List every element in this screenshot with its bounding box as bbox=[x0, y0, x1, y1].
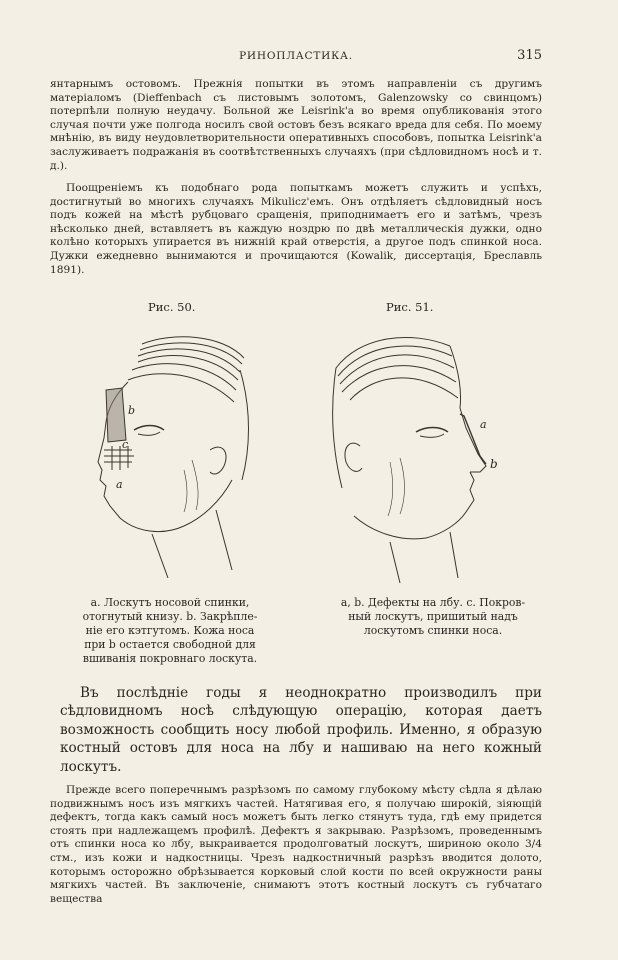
figure-51-caption bbox=[318, 596, 548, 638]
paragraph-1 bbox=[50, 78, 542, 173]
figure-50-marker-a: a bbox=[116, 478, 123, 491]
figure-50-caption-line: при b остается свободной для bbox=[84, 638, 256, 651]
paragraph-2-text: Поощреніемъ къ подобнаго рода попыткамъ можетъ служить и успѣхъ, достигнутый во многихъ случаяхъ Mikulicz'емъ. Онъ отдѣляетъ сѣдловидный носъ подъ кожей на мѣстѣ рубцоваго сращенія, приподнимаетъ его и затѣмъ, чрезъ нѣсколько дней, вставляетъ въ каждую ноздрю по двѣ металлическія дужки, одно колѣно которыхъ упирается въ нижній край отверстія, а другое подъ спинкой носа. Дужки ежедневно вынимаются и прочищаются (Kowalik, диссертація, Бреславль 1891). bbox=[50, 182, 542, 276]
figure-51-caption-line: ный лоскутъ, пришитый надъ bbox=[348, 610, 518, 623]
figure-51-caption-line: лоскутомъ спинки носа. bbox=[363, 624, 503, 637]
figure-50-caption-line: ніе его кэтгутомъ. Кожа носа bbox=[85, 624, 255, 637]
running-head bbox=[50, 50, 542, 66]
figure-50-caption-line: a. Лоскутъ носовой спинки, bbox=[90, 596, 250, 609]
paragraph-4 bbox=[50, 784, 542, 906]
running-title: РИНОПЛАСТИКА. bbox=[239, 50, 353, 62]
paragraph-2 bbox=[50, 182, 542, 277]
page-number: 315 bbox=[517, 48, 542, 63]
figure-51-marker-b: b bbox=[490, 457, 498, 471]
paragraph-4-text: Прежде всего поперечнымъ разрѣзомъ по самому глубокому мѣсту сѣдла я дѣлаю подвижнымъ носъ изъ мягкихъ частей. Натягивая его, я получаю широкій, зіяющій дефектъ, тогда какъ самый носъ можетъ быть легко стянутъ туда, гдѣ ему придется стоять при надлежащемъ профилѣ. Дефектъ я закрываю. Разрѣзомъ, проведеннымъ отъ спинки носа ко лбу, выкраивается продолговатый лоскутъ, шириною около 3/4 стм., изъ кожи и надкостницы. Чрезъ надкостничный разрѣзъ вводится долото, которымъ осторожно обрѣзывается корковый слой кости по всей окружности раны мягкихъ частей. Въ заключеніе, снимаютъ этотъ костный лоскутъ съ губчатаго вещества bbox=[50, 784, 542, 905]
figure-51-label: Рис. 51. bbox=[386, 300, 434, 314]
figure-51-illustration bbox=[330, 328, 510, 583]
figure-50-illustration bbox=[92, 330, 252, 578]
figure-51-caption-line: a, b. Дефекты на лбу. c. Покров- bbox=[340, 596, 526, 609]
figure-50-marker-c: c bbox=[122, 438, 129, 451]
paragraph-3 bbox=[60, 684, 542, 776]
figure-50-caption-line: отогнутый книзу. b. Закрѣпле- bbox=[82, 610, 258, 623]
figure-51-marker-a: a bbox=[480, 418, 487, 431]
figure-50-caption-line: вшиванія покровнаго лоскута. bbox=[82, 652, 258, 665]
figure-50-caption bbox=[70, 596, 270, 666]
figure-50-label: Рис. 50. bbox=[148, 300, 196, 314]
paragraph-1-text: янтарнымъ остовомъ. Прежнія попытки въ этомъ направленіи съ другимъ матеріаломъ (Dieffenbach съ листовымъ золотомъ, Galenzowsky со свинцомъ) потерпѣли полную неудачу. Больной же Leisrink'a во время опубликованія этого случая почти уже полгода носилъ свой остовъ безъ всякаго вреда для себя. По моему мнѣнію, въ виду неудовлетворительности оперативныхъ способовъ, попытка Leisrink'a заслуживаетъ подражанія въ соотвѣтственныхъ случаяхъ (при сѣдловидномъ носѣ и т. д.). bbox=[50, 78, 542, 172]
paragraph-3-text: Въ послѣдніе годы я неоднократно производилъ при сѣдловидномъ носѣ слѣдующую операцію, которая даетъ возможность сообщить носу любой профиль. Именно, я образую костный остовъ для носа на лбу и нашиваю на него кожный лоскутъ. bbox=[60, 685, 542, 775]
figure-50-marker-b: b bbox=[128, 404, 136, 417]
